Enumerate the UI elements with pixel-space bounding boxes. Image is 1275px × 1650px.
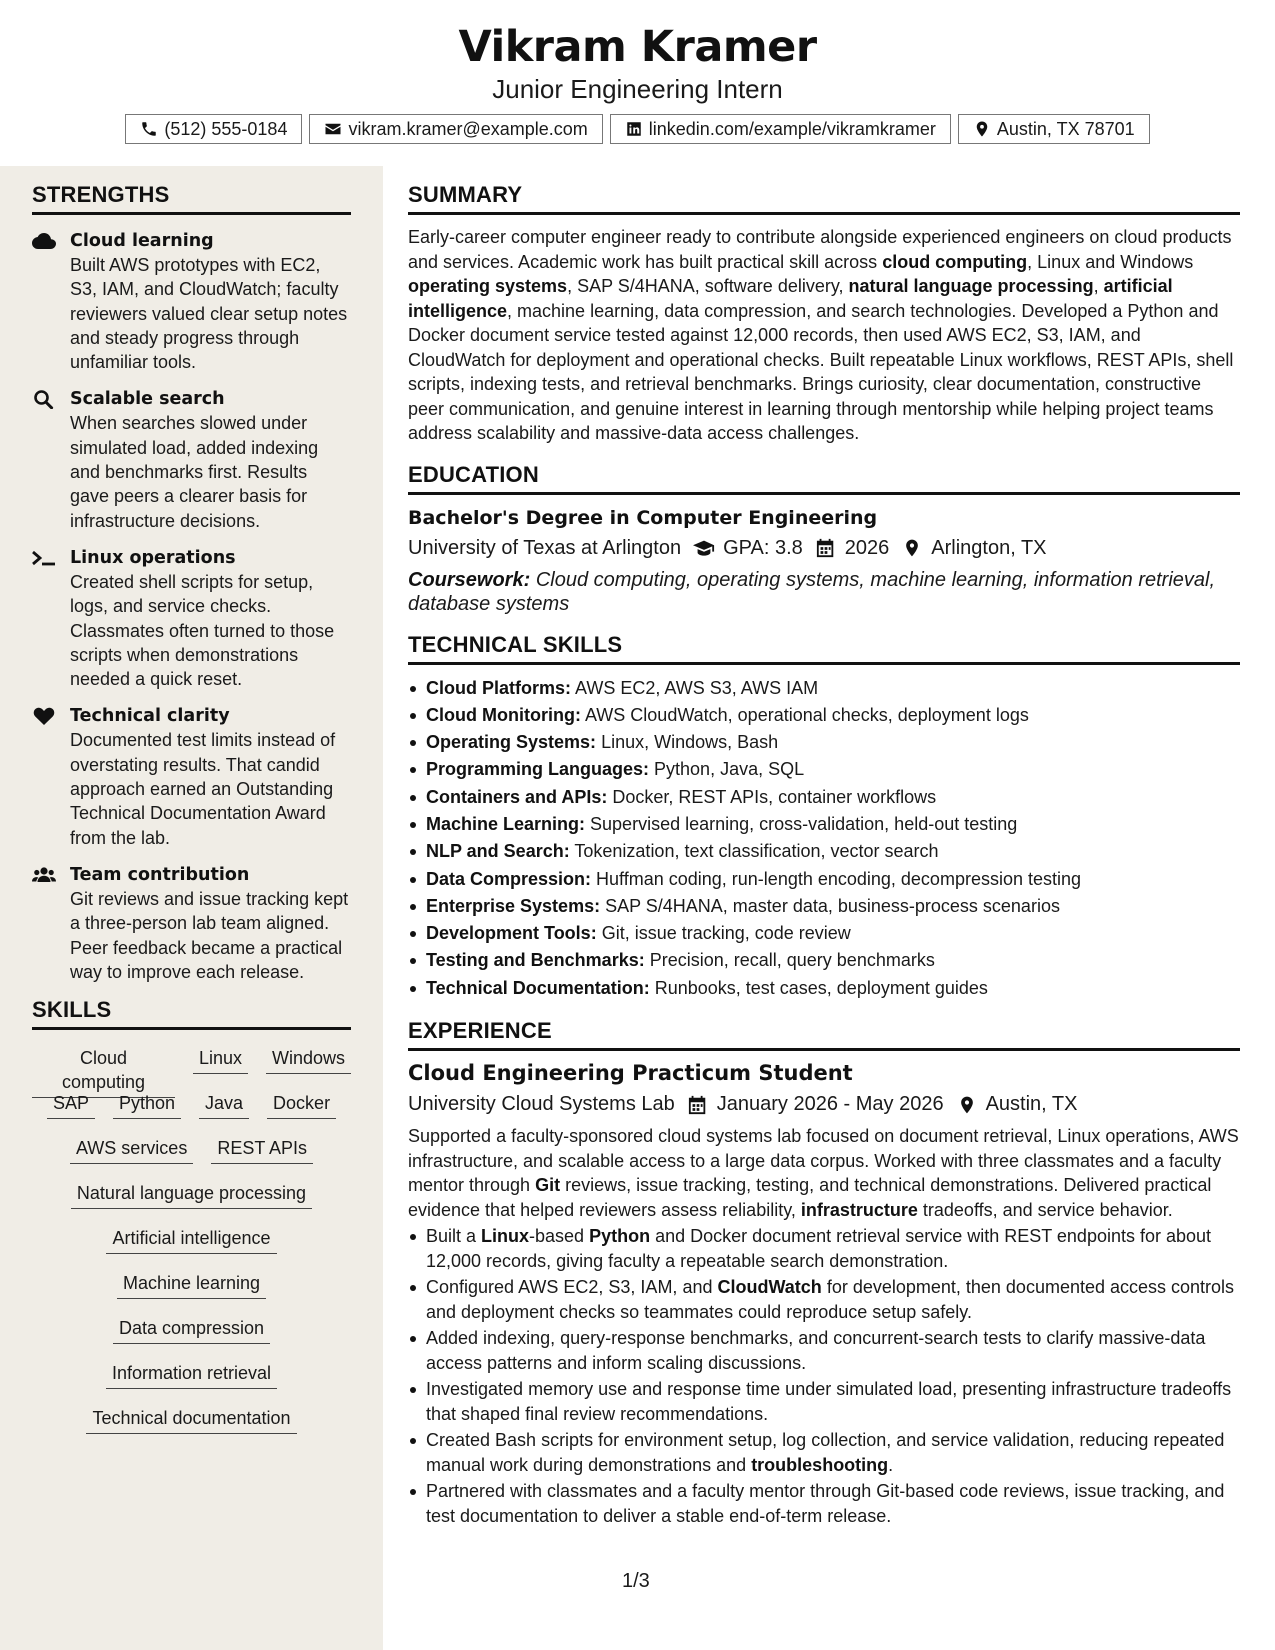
- skill-value: Tokenization, text classification, vector search: [569, 841, 939, 862]
- strength-item: [32, 387, 351, 532]
- technical-skill-item: [408, 947, 1240, 974]
- bold-text: Git: [535, 1175, 561, 1196]
- skill-tag: Windows: [266, 1042, 351, 1074]
- skill-value: Python, Java, SQL: [649, 759, 805, 780]
- technical-skill-item: [408, 893, 1240, 920]
- skill-tag-row: [32, 1177, 351, 1222]
- skill-tag: Technical documentation: [86, 1402, 296, 1434]
- text-run: Built a: [426, 1226, 482, 1247]
- skills-heading: SKILLS: [32, 997, 351, 1030]
- search-icon: [32, 389, 56, 411]
- technical-skill-item: [408, 975, 1240, 1002]
- technical-skills-heading: TECHNICAL SKILLS: [408, 632, 1240, 665]
- strength-title: Scalable search: [70, 389, 225, 410]
- job-meta: [408, 1093, 1240, 1116]
- graduation-year: 2026: [844, 536, 890, 559]
- summary-heading: SUMMARY: [408, 182, 1240, 215]
- contact-linkedin[interactable]: [610, 114, 951, 144]
- skill-label: Development Tools:: [426, 923, 597, 944]
- candidate-name: Vikram Kramer: [458, 22, 817, 72]
- skill-value: Precision, recall, query benchmarks: [644, 950, 935, 971]
- text-run: , machine learning, data compression, and search technologies. Developed a Python and Docker document service tested against 12,000 records, then used AWS EC2, S3, IAM, and CloudWatch for deployment and operational checks. Built repeatable Linux workflows, REST APIs, shell scripts, indexing tests, and retrieval benchmarks. Brings curiosity, clear documentation, constructive peer communication, and genuine interest in learning through mentorship while helping project teams address scalability and massive-data access challenges.: [408, 300, 1234, 443]
- bold-text: CloudWatch: [717, 1277, 822, 1298]
- job-dates: January 2026 - May 2026: [716, 1093, 944, 1116]
- skill-label: Data Compression:: [426, 868, 592, 889]
- skill-tag-row: [32, 1087, 351, 1132]
- skill-tag: Python: [113, 1087, 181, 1119]
- bold-text: troubleshooting: [751, 1454, 889, 1475]
- phone-icon: [140, 120, 158, 138]
- strength-item: [32, 229, 351, 374]
- location-pin-icon: [956, 1095, 978, 1115]
- bold-text: Python: [589, 1226, 651, 1247]
- text-run: -based: [529, 1226, 590, 1247]
- page-number: 1/3: [622, 1570, 650, 1592]
- strengths-heading: STRENGTHS: [32, 182, 351, 215]
- linkedin-icon: [625, 120, 643, 138]
- technical-skill-item: [408, 784, 1240, 811]
- strength-desc: Documented test limits instead of overstating results. That candid approach earned an Outstanding Technical Documentation Award from the lab.: [70, 730, 336, 848]
- skill-tag-row: [32, 1357, 351, 1402]
- job-bullet: [408, 1377, 1240, 1426]
- skill-tag: SAP: [47, 1087, 95, 1119]
- technical-skill-item: [408, 675, 1240, 702]
- strength-title: Linux operations: [70, 547, 236, 568]
- technical-skill-item: [408, 811, 1240, 838]
- strength-item: [32, 546, 351, 691]
- contact-phone-text: (512) 555-0184: [164, 118, 288, 139]
- degree-title: Bachelor's Degree in Computer Engineering: [408, 506, 878, 529]
- skill-label: Technical Documentation:: [426, 977, 650, 998]
- text-run: Created Bash scripts for environment setup, log collection, and service validation, reducing repeated manual work during demonstrations and: [426, 1430, 1225, 1475]
- technical-skill-item: [408, 729, 1240, 756]
- coursework-text: Cloud computing, operating systems, machine learning, information retrieval, database systems: [408, 568, 1216, 615]
- bold-text: artificial intelligence: [408, 276, 1173, 321]
- skill-value: Git, issue tracking, code review: [596, 923, 851, 944]
- skill-tag-row: [32, 1402, 351, 1447]
- skill-tag-row: [32, 1042, 351, 1093]
- skill-label: Machine Learning:: [426, 813, 586, 834]
- skill-label: NLP and Search:: [426, 841, 570, 862]
- job-title: Cloud Engineering Practicum Student: [408, 1061, 853, 1086]
- education-meta: [408, 537, 1240, 560]
- skill-tag: Cloud computing: [32, 1042, 175, 1098]
- skill-label: Programming Languages:: [426, 759, 650, 780]
- skill-value: Supervised learning, cross-validation, held-out testing: [585, 813, 1018, 834]
- technical-skill-item: [408, 756, 1240, 783]
- text-run: for development, then documented access controls and deployment checks so teammates could reproduce setup safely.: [426, 1277, 1235, 1322]
- skill-tag-row: [32, 1312, 351, 1357]
- skill-tag: Docker: [267, 1087, 336, 1119]
- job-location: Austin, TX: [985, 1093, 1078, 1116]
- text-run: .: [888, 1454, 894, 1475]
- skill-tag: AWS services: [70, 1132, 193, 1164]
- skill-value: AWS CloudWatch, operational checks, deployment logs: [580, 704, 1029, 725]
- calendar-icon: [815, 538, 837, 558]
- skill-tag-row: [32, 1267, 351, 1312]
- bold-text: cloud computing: [882, 251, 1028, 272]
- main-content: [408, 166, 1240, 1530]
- skill-label: Testing and Benchmarks:: [426, 950, 645, 971]
- job-org: University Cloud Systems Lab: [408, 1093, 675, 1116]
- contact-location-text: Austin, TX 78701: [996, 118, 1135, 139]
- strength-title: Technical clarity: [70, 706, 230, 727]
- education-heading: EDUCATION: [408, 462, 1240, 495]
- job-bullet: [408, 1224, 1240, 1273]
- text-run: ,: [1093, 276, 1104, 296]
- candidate-role: Junior Engineering Intern: [492, 74, 783, 104]
- job-intro: [408, 1124, 1240, 1222]
- skill-label: Cloud Platforms:: [426, 677, 572, 698]
- text-run: Supported a faculty-sponsored cloud systems lab focused on document retrieval, Linux operations, AWS infrastructure, and scalable access to a large data corpus. Worked with three classmates and a faculty mentor through: [408, 1126, 1239, 1196]
- text-run: , Linux and Windows: [1027, 251, 1194, 272]
- skill-tag: Data compression: [113, 1312, 270, 1344]
- calendar-icon: [687, 1095, 709, 1115]
- strength-title: Team contribution: [70, 864, 250, 885]
- strength-title: Cloud learning: [70, 231, 214, 251]
- skill-tag: Information retrieval: [106, 1357, 277, 1389]
- skill-tag-row: [32, 1132, 351, 1177]
- technical-skill-item: [408, 920, 1240, 947]
- strengths-list: [32, 229, 351, 984]
- terminal-icon: [32, 548, 56, 570]
- text-run: Investigated memory use and response time under simulated load, presenting infrastructure tradeoffs that shaped final review recommendations.: [426, 1379, 1232, 1424]
- skill-tag: Machine learning: [117, 1267, 266, 1299]
- users-icon: [32, 865, 56, 887]
- sidebar: [0, 166, 383, 1650]
- skill-value: Linux, Windows, Bash: [596, 732, 779, 753]
- skill-value: SAP S/4HANA, master data, business-process scenarios: [600, 895, 1060, 916]
- skill-value: AWS EC2, AWS S3, AWS IAM: [571, 677, 819, 698]
- heart-icon: [32, 706, 56, 728]
- job-bullet: [408, 1428, 1240, 1477]
- skill-label: Cloud Monitoring:: [426, 704, 581, 725]
- text-run: Early-career computer engineer ready to contribute alongside experienced engineers on cloud products and services. Academic work has built practical skill across: [408, 227, 1232, 272]
- technical-skill-item: [408, 702, 1240, 729]
- summary-text: [408, 225, 1240, 446]
- technical-skill-item: [408, 838, 1240, 865]
- skill-label: Enterprise Systems:: [426, 895, 601, 916]
- contact-bar: [0, 114, 1275, 144]
- strength-desc: Built AWS prototypes with EC2, S3, IAM, and CloudWatch; faculty reviewers valued clear setup notes and steady progress through unfamiliar tools.: [70, 255, 348, 373]
- bold-text: natural language processing: [848, 276, 1094, 296]
- text-run: Partnered with classmates and a faculty mentor through Git-based code reviews, issue tracking, and test documentation to deliver a stable end-of-term release.: [426, 1481, 1225, 1526]
- skill-tag: Java: [199, 1087, 249, 1119]
- bold-text: infrastructure: [800, 1199, 918, 1220]
- strength-item: [32, 863, 351, 984]
- job-bullet: [408, 1275, 1240, 1324]
- skill-value: Runbooks, test cases, deployment guides: [649, 977, 988, 998]
- resume-header: [0, 0, 1275, 166]
- technical-skill-item: [408, 866, 1240, 893]
- envelope-icon: [324, 120, 342, 138]
- strength-desc: Created shell scripts for setup, logs, and service checks. Classmates often turned to those scripts when demonstrations needed a quick reset.: [70, 571, 335, 690]
- gpa: GPA: 3.8: [723, 536, 803, 559]
- contact-email[interactable]: [309, 114, 602, 144]
- text-run: Added indexing, query-response benchmarks, and concurrent-search tests to clarify massive-data access patterns and inform scaling discussions.: [426, 1328, 1206, 1373]
- bold-text: operating systems: [408, 276, 568, 296]
- job-bullets: [408, 1224, 1240, 1528]
- text-run: and Docker document retrieval service with REST endpoints for about 12,000 records, giving faculty a repeatable search demonstration.: [426, 1226, 1212, 1271]
- location-pin-icon: [901, 538, 923, 558]
- strength-desc: When searches slowed under simulated load, added indexing and benchmarks first. Results gave peers a clearer basis for infrastructure decisions.: [70, 413, 319, 531]
- text-run: Configured AWS EC2, S3, IAM, and: [426, 1277, 718, 1298]
- skill-tag: Artificial intelligence: [106, 1222, 276, 1254]
- contact-linkedin-text: linkedin.com/example/vikramkramer: [648, 118, 936, 139]
- graduation-cap-icon: [693, 538, 715, 558]
- coursework: [408, 568, 1240, 616]
- skill-label: Operating Systems:: [426, 732, 597, 753]
- skill-value: Docker, REST APIs, container workflows: [607, 786, 937, 807]
- experience-heading: EXPERIENCE: [408, 1018, 1240, 1051]
- school-name: University of Texas at Arlington: [408, 536, 682, 559]
- skill-tag: REST APIs: [211, 1132, 313, 1164]
- bold-text: Linux: [481, 1226, 530, 1247]
- job-bullet: [408, 1326, 1240, 1375]
- technical-skills-list: [408, 675, 1240, 1003]
- contact-location[interactable]: [958, 114, 1150, 144]
- text-run: tradeoffs, and service behavior.: [917, 1199, 1173, 1220]
- text-run: , SAP S/4HANA, software delivery,: [567, 276, 849, 296]
- skill-tags: [32, 1042, 351, 1447]
- location-pin-icon: [973, 120, 991, 138]
- contact-phone[interactable]: [125, 114, 302, 144]
- skill-tag: Linux: [193, 1042, 248, 1074]
- skill-label: Containers and APIs:: [426, 786, 608, 807]
- text-run: reviews, issue tracking, testing, and technical demonstrations. Delivered practical evidence that helped reviewers assess reliability,: [408, 1175, 1212, 1220]
- contact-email-text: vikram.kramer@example.com: [348, 118, 588, 139]
- strength-item: [32, 704, 351, 849]
- skill-tag-row: [32, 1222, 351, 1267]
- school-location: Arlington, TX: [931, 536, 1047, 559]
- strength-desc: Git reviews and issue tracking kept a three-person lab team aligned. Peer feedback became a practical way to improve each release.: [70, 888, 349, 982]
- coursework-label: Coursework:: [408, 568, 531, 591]
- job-bullet: [408, 1479, 1240, 1528]
- skill-tag: Natural language processing: [71, 1177, 312, 1209]
- skill-value: Huffman coding, run-length encoding, decompression testing: [591, 868, 1082, 889]
- cloud-icon: [32, 231, 56, 253]
